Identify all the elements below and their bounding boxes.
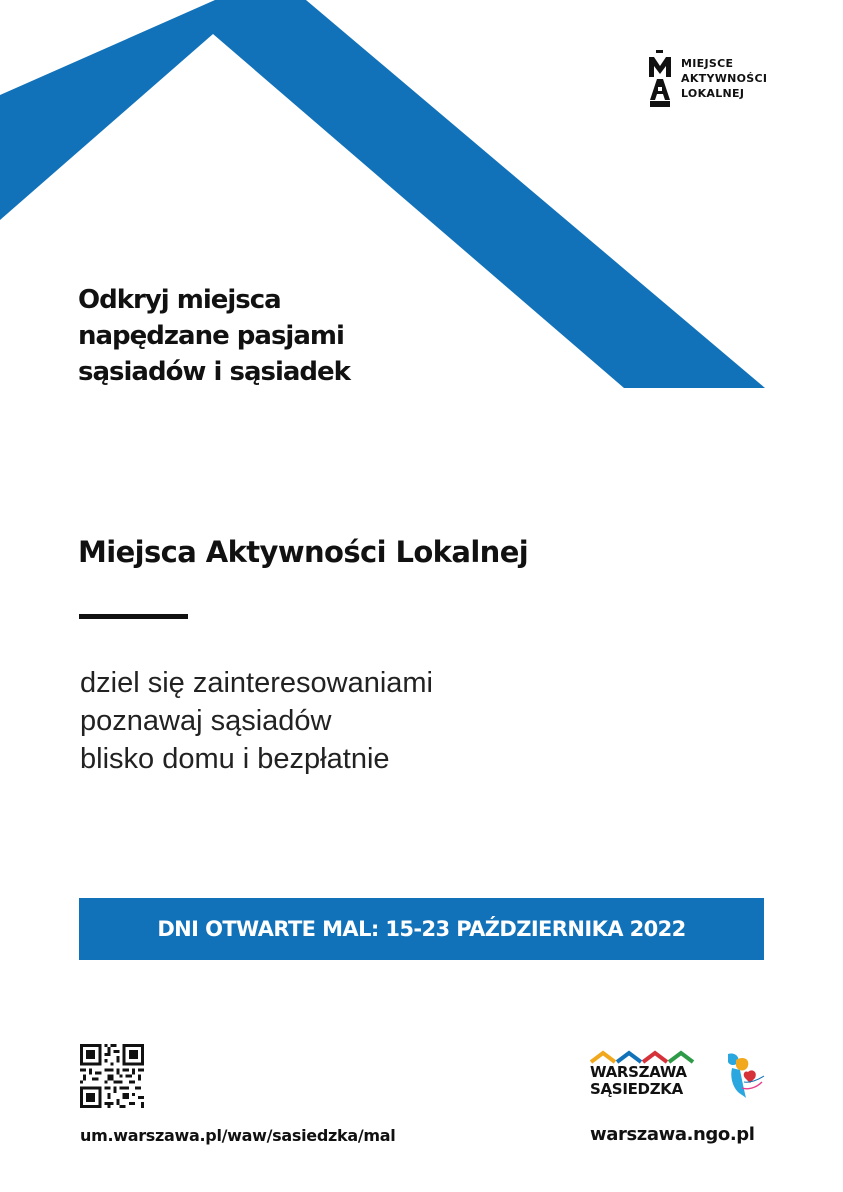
mal-logo-line-3: LOKALNEJ [681,87,745,100]
headline-line-2: napędzane pasjami [78,321,344,351]
qr-code-icon [80,1044,144,1108]
headline-line-1: Odkryj miejsca [78,285,281,315]
mal-website-url: um.warszawa.pl/waw/sasiedzka/mal [80,1126,396,1145]
ngo-website-url: warszawa.ngo.pl [590,1124,755,1145]
mal-logo-line-1: MIEJSCE [681,57,734,70]
warszawa-sasiedzka-text [590,1064,687,1098]
headline-line-3: sąsiadów i sąsiadek [78,357,350,387]
zakochaj-sie-badge-icon [722,1050,768,1100]
feature-item-3: blisko domu i bezpłatnie [80,743,390,775]
mal-logo-line-2: AKTYWNOŚCI [681,72,768,85]
mal-logo-icon [648,50,672,108]
open-days-banner-text: DNI OTWARTE MAL: 15-23 PAŹDZIERNIKA 2022 [157,917,686,941]
divider [79,614,188,619]
warszawa-sasiedzka-line-1: WARSZAWA [590,1063,687,1081]
feature-item-2: poznawaj sąsiadów [80,705,332,737]
headline [78,282,350,390]
warszawa-sasiedzka-line-2: SĄSIEDZKA [590,1080,683,1098]
roofs-icon [590,1050,696,1064]
mal-logo [648,50,788,110]
subtitle: Miejsca Aktywności Lokalnej [78,535,529,569]
feature-item-1: dziel się zainteresowaniami [80,667,433,699]
feature-list [80,664,433,778]
mal-logo-text [681,56,767,101]
warszawa-sasiedzka-logo [590,1050,700,1102]
open-days-banner [79,898,764,960]
